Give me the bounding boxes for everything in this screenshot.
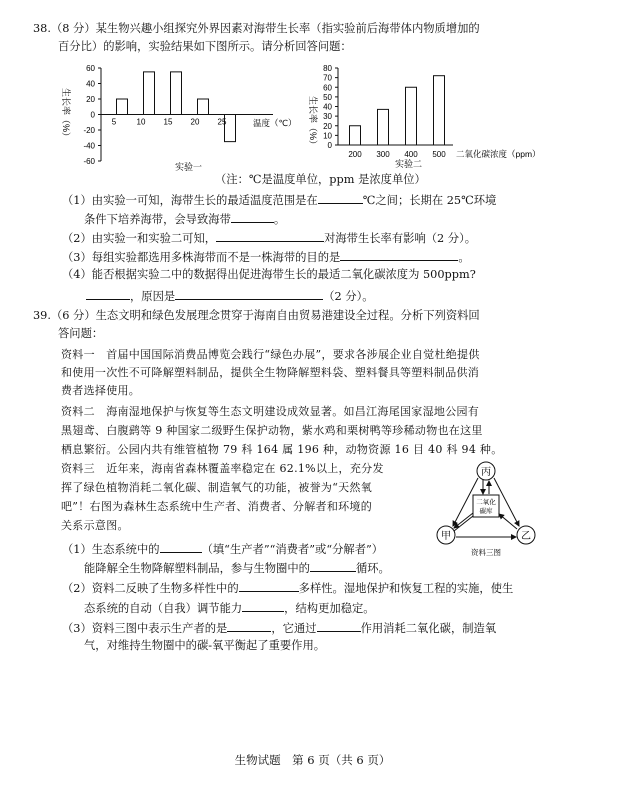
q38-q3-text-b: 。 — [458, 251, 470, 264]
q39-q3-blank-1[interactable] — [227, 620, 271, 632]
q39-q2-text-c: 态系统的自动（自我）调节能力 — [84, 602, 243, 615]
node-yi-label: 乙 — [521, 531, 531, 542]
q39-head2: 答问题： — [58, 327, 104, 340]
chart1-ytick-label: -20 — [83, 126, 95, 135]
chart1-xtick-label: 15 — [163, 117, 173, 127]
chart1-xtick-label: 25 — [217, 117, 227, 127]
q39-head: 39.（6 分）生态文明和绿色发展理念贯穿于海南自由贸易港建设全过程。分析下列资料回 — [33, 309, 480, 322]
q39-q3-text-a: （3）资料三图中表示生产者的是 — [62, 622, 228, 635]
q39-q2-text-d: ，结构更加稳定。 — [284, 602, 375, 615]
chart1-xlabel: 温度（℃） — [253, 118, 297, 128]
q39-q1-line2 — [84, 560, 390, 576]
q39-q2-blank-2[interactable] — [242, 600, 284, 612]
q39-q2-text-b: 多样性。湿地保护和恢复工程的实施，使生 — [298, 582, 514, 595]
carbon-pool-line-2: 碳库 — [479, 508, 493, 515]
q39-q1-text-c: 能降解全生物降解塑料制品，参与生物圈中的 — [84, 562, 310, 575]
diagram-caption: 资料三图 — [471, 548, 501, 557]
q39-q2-blank-1[interactable] — [239, 580, 299, 592]
page-footer: 生物试题 第 6 页（共 6 页） — [234, 753, 391, 767]
chart1-xtick-label: 5 — [111, 117, 117, 127]
material-3-line-4: 关系示意图。 — [61, 519, 129, 532]
carbon-pool-line-1: 二氧化 — [476, 499, 496, 506]
q38-q2-text-a: （2）由实验一和实验二可知， — [62, 232, 217, 245]
q39-q3-line1 — [62, 620, 496, 636]
q38-q3-text-a: （3）每组实验都选用多株海带而不是一株海带的目的是 — [62, 251, 341, 264]
chart2-ytick-label: 40 — [323, 102, 332, 112]
q39-q1-blank-1[interactable] — [160, 541, 202, 553]
chart2-bar — [406, 87, 417, 145]
ecosystem-diagram — [432, 458, 542, 558]
material-2-line-3: 栖息繁衍。公园内共有维管植物 79 科 164 属 196 种，动物资源 16 目 40 科 94 种。 — [61, 443, 503, 456]
chart1-ytick-label: 60 — [86, 64, 95, 73]
chart2-xtick-label: 300 — [376, 150, 390, 159]
chart1-bar — [198, 99, 209, 115]
q38-q4-text-b: ，原因是 — [130, 290, 176, 303]
chart2-xtick-label: 500 — [432, 150, 446, 159]
q39-q3-text-b: ，它通过 — [271, 622, 317, 635]
chart2-xtick-label: 200 — [348, 150, 362, 159]
q38-head2: 百分比）的影响，实验结果如下图所示。请分析回答问题： — [58, 40, 352, 53]
material-2-line-1: 资料二 海南湿地保护与恢复等生态文明建设成效显著。如昌江海尾国家湿地公园有 — [61, 405, 480, 418]
chart-experiment-2 — [298, 58, 598, 170]
node-jia-label: 甲 — [441, 531, 451, 542]
chart2-ytick-label: 70 — [323, 73, 332, 83]
q38-q3-blank[interactable] — [340, 249, 458, 261]
chart1-bar — [117, 99, 128, 115]
q39-q3-blank-2[interactable] — [317, 620, 361, 632]
q39-q2-line2 — [84, 600, 375, 616]
chart2-ytick-label: 10 — [323, 131, 332, 141]
chart2-ytick-label: 50 — [323, 92, 332, 102]
chart1-ytick-label: -40 — [83, 141, 95, 151]
chart1-ytick-label: 0 — [90, 110, 95, 120]
material-1-line-3: 费者选择使用。 — [61, 384, 141, 397]
chart2-xtick-label: 400 — [404, 150, 418, 159]
chart1-ytick-label: 40 — [86, 79, 95, 89]
chart2-ytick-label: 0 — [327, 141, 332, 150]
chart1-bar — [171, 72, 182, 115]
q38-q4-blank-1[interactable] — [86, 288, 130, 300]
chart1-ytick-label: -60 — [83, 157, 95, 166]
material-3-line-2: 挥了绿色植物消耗二氧化碳、制造氧气的功能，被誉为“天然氧 — [61, 481, 373, 494]
q38-q1-line2 — [84, 211, 285, 227]
chart2-bar — [434, 76, 445, 145]
q39-q2-line1 — [62, 580, 513, 596]
q39-q1-blank-2[interactable] — [310, 560, 356, 572]
chart2-xlabel: 二氧化碳浓度（ppm） — [456, 149, 541, 159]
q38-q1-text-a: （1）由实验一可知，海带生长的最适温度范围是在 — [62, 194, 318, 207]
chart1-title: 实验一 — [175, 162, 203, 172]
q38-q1-text-c: 条件下培养海带，会导致海带 — [84, 213, 231, 226]
chart1-ylabel: 生长率（%） — [61, 88, 71, 142]
chart2-bar — [378, 109, 389, 145]
chart-experiment-1 — [55, 58, 305, 173]
q38-q4-line1: （4）能否根据实验二中的数据得出促进海带生长的最适二氧化碳浓度为 500ppm? — [62, 268, 476, 281]
q38-q2-blank[interactable] — [216, 230, 324, 242]
chart2-ylabel: 生长率（%） — [308, 96, 318, 150]
chart1-bar — [144, 72, 155, 115]
q39-q3-text-c: 作用消耗二氧化碳，制造氧 — [360, 622, 497, 635]
node-bing-label: 丙 — [481, 467, 491, 478]
chart2-ytick-label: 60 — [323, 83, 332, 93]
material-2-line-2: 黑翅鸢、白腹鹞等 9 种国家二级野生保护动物，紫水鸡和栗树鸭等珍稀动物也在这里 — [61, 424, 483, 437]
q38-q1-text-d: 。 — [273, 213, 286, 226]
q39-q3-line2: 气，对维持生物圈中的碳-氧平衡起了重要作用。 — [84, 639, 326, 652]
q38-q1-blank-1[interactable] — [318, 192, 363, 204]
material-3-line-3: 吧”！右图为森林生态系统中生产者、消费者、分解者和环境的 — [61, 500, 373, 513]
q38-q2 — [62, 230, 476, 246]
q39-q2-text-a: （2）资料二反映了生物多样性中的 — [62, 582, 239, 595]
q38-q3 — [62, 249, 470, 265]
chart2-bar — [350, 126, 361, 145]
material-1-line-2: 和使用一次性不可降解塑料制品，提供全生物降解塑料袋、塑料餐具等塑料制品供消 — [61, 366, 480, 379]
chart2-ytick-label: 80 — [323, 64, 332, 73]
q39-q1-text-a: （1）生态系统中的 — [62, 543, 160, 556]
q38-q4-blank-2[interactable] — [175, 288, 323, 300]
q39-q1-line1 — [62, 541, 383, 557]
q38-q1-line1 — [62, 192, 496, 208]
q38-note: （注：℃是温度单位，ppm 是浓度单位） — [215, 173, 426, 186]
q38-q1-text-b: ℃之间；长期在 25℃环境 — [362, 194, 497, 207]
chart2-ytick-label: 30 — [323, 112, 332, 122]
q39-q1-text-d: 循环。 — [355, 562, 390, 575]
q38-q2-text-b: 对海带生长率有影响（2 分）。 — [324, 232, 477, 245]
q38-q1-blank-2[interactable] — [231, 211, 274, 223]
q38-head: 38.（8 分）某生物兴趣小组探究外界因素对海带生长率（指实验前后海带体内物质增加的 — [33, 22, 480, 35]
chart2-ytick-label: 20 — [323, 121, 332, 131]
q39-q1-text-b: （填“生产者”“消费者”或“分解者”） — [201, 543, 384, 556]
chart1-xtick-label: 10 — [136, 117, 146, 127]
material-1-line-1: 资料一 首届中国国际消费品博览会践行“绿色办展”，要求各涉展企业自觉杜绝提供 — [61, 348, 480, 361]
q38-q4-text-c: （2 分）。 — [323, 290, 374, 303]
material-3-line-1: 资料三 近年来，海南省森林覆盖率稳定在 62.1%以上，充分发 — [61, 462, 384, 475]
chart2-title: 实验二 — [395, 159, 423, 169]
chart1-ytick-label: 20 — [86, 95, 95, 104]
chart1-xtick-label: 20 — [190, 117, 200, 127]
q38-q4-line2 — [86, 288, 374, 304]
